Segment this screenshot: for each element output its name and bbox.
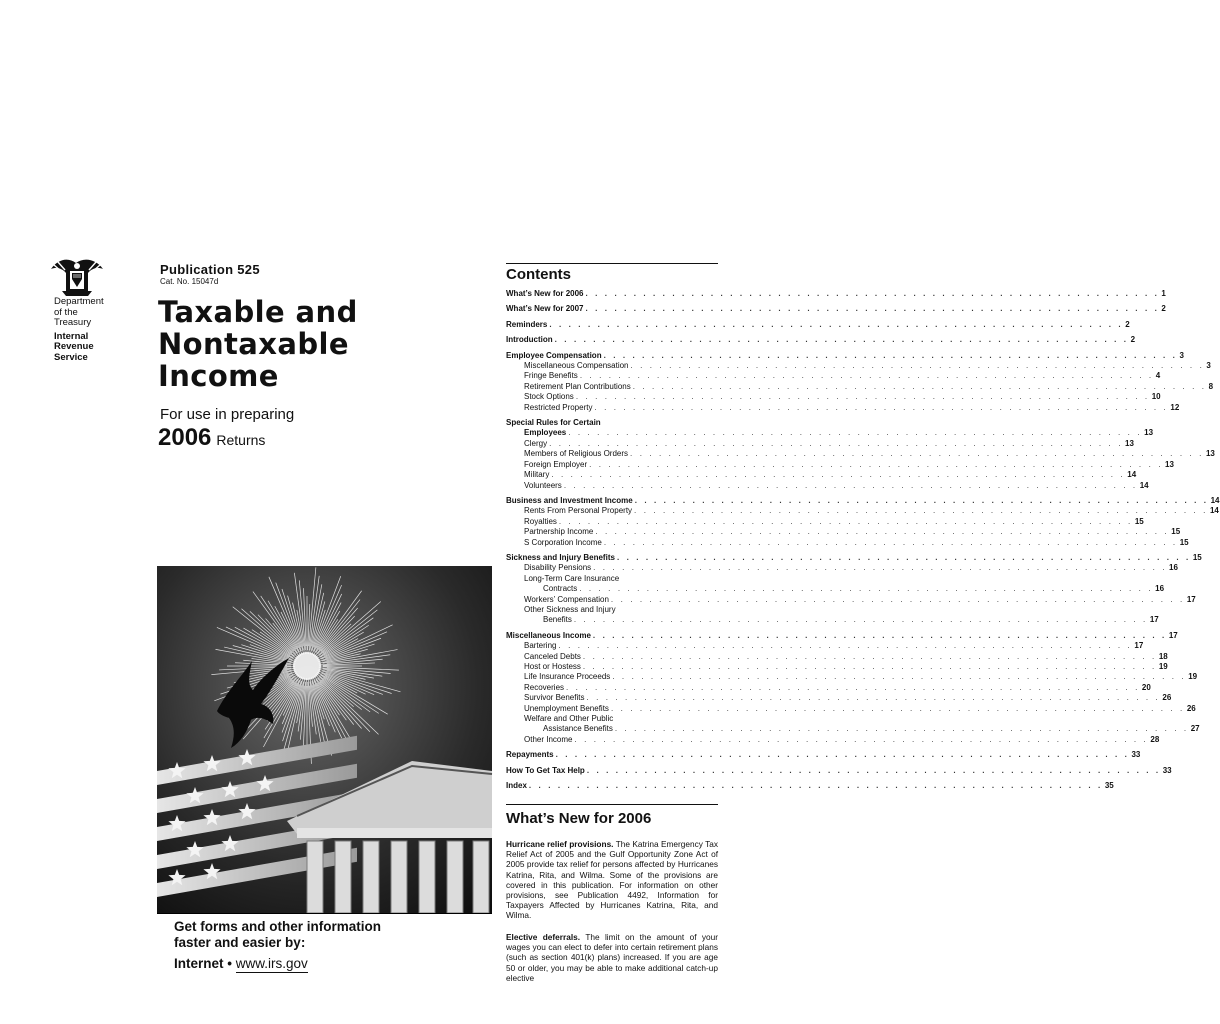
toc-label: Restricted Property [524,402,593,412]
toc-leader-dots: . . . . . . . . . . . . . . . . . . . . . . . . . . . . . . . . . . . . . . . . . . . . . . . . . . . . . . . . . . . . [586,765,1161,775]
toc-label: Long-Term Care Insurance [524,573,620,583]
toc-entry[interactable] [506,527,1181,537]
toc-leader-dots: . . . . . . . . . . . . . . . . . . . . . . . . . . . . . . . . . . . . . . . . . . . . . . . . . . . . . . . . . . . . [634,506,1208,516]
internet-line [174,955,308,973]
toc-leader-dots: . . . . . . . . . . . . . . . . . . . . . . . . . . . . . . . . . . . . . . . . . . . . . . . . . . . . . . . . . . . . [574,734,1149,744]
toc-leader-dots: . . . . . . . . . . . . . . . . . . . . . . . . . . . . . . . . . . . . . . . . . . . . . . . . . . . . . . . . . . . . [579,584,1154,594]
forms-heading [174,919,381,951]
toc-label: Clergy [524,438,548,448]
catalog-number: Cat. No. 15047d [160,277,219,286]
hurricane-relief-paragraph [506,839,718,921]
toc-label: Retirement Plan Contributions [524,381,631,391]
toc-page-number: 19 [1158,662,1168,671]
contents-heading: Contents [506,266,571,283]
title-line: Nontaxable [158,327,349,361]
toc-page-number: 20 [1141,682,1151,692]
toc-label: Host or Hostess [524,662,581,671]
toc-label: Royalties [524,516,557,526]
toc-page-number: 1 [1161,289,1166,298]
toc-label: Survivor Benefits [524,693,585,703]
toc-label: Benefits [543,615,572,625]
toc-entry[interactable] [506,459,1174,470]
toc-entry[interactable] [506,630,1178,641]
toc-leader-dots: . . . . . . . . . . . . . . . . . . . . . . . . . . . . . . . . . . . . . . . . . . . . . . . . . . . . . . . . . . . . [610,703,1185,713]
toc-leader-dots: . . . . . . . . . . . . . . . . . . . . . . . . . . . . . . . . . . . . . . . . . . . . . . . . . . . . . . . . . . . . [586,693,1161,703]
hurricane-text: The Katrina Emergency Tax Relief Act of 2005 and the Gulf Opportunity Zone Act of 2005 provide tax relief for persons affected by Hurricanes Katrina, Rita, and Wilma. Some of the provisions are covered in this publication. For information on other provisions, see Publication 4492, Information for Taxpayers Affected by Hurricanes Katrina, Rita, and Wilma. [506,839,718,921]
toc-entry[interactable] [506,392,1161,402]
toc-page-number: 10 [1151,392,1161,402]
toc-label: Members of Religious Orders [524,449,629,459]
toc-label: Special Rules for Certain [506,418,601,428]
toc-entry[interactable] [506,495,1220,506]
toc-label: Miscellaneous Income [506,630,591,640]
toc-page-number: 33 [1131,750,1141,760]
toc-entry[interactable] [506,574,718,584]
forms-info-box [157,913,492,990]
toc-page-number: 14 [1127,470,1137,480]
contents-top-rule [506,263,718,264]
toc-entry[interactable] [506,682,1151,693]
toc-entry[interactable] [506,350,1184,361]
toc-label: Workers’ Compensation [524,594,609,604]
toc-label: Volunteers [524,480,562,490]
toc-page-number: 15 [1179,537,1189,547]
department-line: Department [54,296,104,307]
toc-leader-dots: . . . . . . . . . . . . . . . . . . . . . . . . . . . . . . . . . . . . . . . . . . . . . . . . . . . . . . . . . . . . [585,289,1160,298]
toc-page-number: 15 [1134,516,1144,526]
toc-page-number: 33 [1162,765,1172,775]
toc-entry[interactable] [506,605,718,615]
toc-page-number: 13 [1125,438,1134,448]
toc-entry[interactable] [506,289,1166,299]
toc-label: Contracts [543,584,578,594]
toc-label: Miscellaneous Compensation [524,361,629,371]
toc-entry[interactable] [506,470,1137,480]
toc-label: Life Insurance Proceeds [524,672,611,682]
toc-label: Fringe Benefits [524,371,578,381]
toc-entry[interactable] [506,449,1215,459]
toc-label: Repayments [506,750,554,760]
toc-leader-dots: . . . . . . . . . . . . . . . . . . . . . . . . . . . . . . . . . . . . . . . . . . . . . . . . . . . . . . . . . . . . [555,750,1130,760]
toc-entry[interactable] [506,381,1214,392]
cover-photo [157,566,492,913]
toc-label: S Corporation Income [524,537,602,547]
toc-page-number: 13 [1205,449,1215,459]
toc-leader-dots: . . . . . . . . . . . . . . . . . . . . . . . . . . . . . . . . . . . . . . . . . . . . . . . . . . . . . . . . . . . . [594,402,1169,412]
internet-label: Internet [174,956,224,971]
elective-lead: Elective deferrals. [506,932,581,942]
toc-page-number: 35 [1104,781,1114,791]
table-of-contents [506,289,1220,791]
toc-page-number: 8 [1208,381,1214,391]
service-line: Revenue [54,341,94,352]
hurricane-lead: Hurricane relief provisions. [506,839,614,849]
irs-website-link[interactable]: www.irs.gov [235,956,308,971]
toc-page-number: 14 [1209,506,1219,516]
toc-leader-dots: . . . . . . . . . . . . . . . . . . . . . . . . . . . . . . . . . . . . . . . . . . . . . . . . . . . . . . . . . . . . [549,319,1124,329]
toc-label: Disability Pensions [524,563,592,573]
toc-entry[interactable] [506,672,1198,682]
toc-label: Welfare and Other Public [524,714,614,724]
toc-page-number: 3 [1206,361,1211,371]
toc-entry[interactable] [506,641,1144,651]
toc-entry[interactable] [506,516,1144,527]
toc-leader-dots: . . . . . . . . . . . . . . . . . . . . . . . . . . . . . . . . . . . . . . . . . . . . . . . . . . . . . . . . . . . . [573,615,1148,625]
publication-number: Publication 525 [160,262,260,277]
toc-page-number: 14 [1210,495,1220,505]
toc-entry[interactable] [506,428,1154,438]
toc-entry[interactable] [506,765,1172,776]
toc-label: Bartering [524,641,557,651]
toc-entry[interactable] [506,734,1160,745]
service-line: Service [54,351,88,363]
toc-page-number: 17 [1168,630,1178,640]
toc-leader-dots: . . . . . . . . . . . . . . . . . . . . . . . . . . . . . . . . . . . . . . . . . . . . . . . . . . . . . . . . . . . . [603,537,1178,547]
toc-page-number: 14 [1139,480,1149,490]
toc-entry[interactable] [506,703,1196,714]
toc-label: Stock Options [524,392,574,402]
toc-label: Partnership Income [524,527,594,537]
toc-entry[interactable] [506,651,1168,662]
elective-deferrals-paragraph [506,932,718,983]
toc-label: What’s New for 2006 [506,289,584,298]
toc-label: What’s New for 2007 [506,304,584,314]
toc-leader-dots: . . . . . . . . . . . . . . . . . . . . . . . . . . . . . . . . . . . . . . . . . . . . . . . . . . . . . . . . . . . . [582,662,1157,671]
forms-line: faster and easier by: [174,935,306,950]
toc-label: Other Income [524,734,573,744]
toc-page-number: 16 [1169,563,1178,573]
toc-leader-dots: . . . . . . . . . . . . . . . . . . . . . . . . . . . . . . . . . . . . . . . . . . . . . . . . . . . . . . . . . . . . [603,350,1178,360]
toc-label: Reminders [506,319,548,329]
agency-block [54,297,134,363]
toc-entry[interactable] [506,438,1134,449]
whats-new-rule [506,804,718,805]
toc-leader-dots: . . . . . . . . . . . . . . . . . . . . . . . . . . . . . . . . . . . . . . . . . . . . . . . . . . . . . . . . . . . . [582,651,1157,661]
toc-leader-dots: . . . . . . . . . . . . . . . . . . . . . . . . . . . . . . . . . . . . . . . . . . . . . . . . . . . . . . . . . . . . [616,552,1191,562]
toc-label: Other Sickness and Injury [524,604,616,614]
toc-leader-dots: . . . . . . . . . . . . . . . . . . . . . . . . . . . . . . . . . . . . . . . . . . . . . . . . . . . . . . . . . . . . [551,470,1126,480]
toc-entry[interactable] [506,563,1178,573]
toc-page-number: 17 [1134,641,1144,651]
toc-leader-dots: . . . . . . . . . . . . . . . . . . . . . . . . . . . . . . . . . . . . . . . . . . . . . . . . . . . . . . . . . . . . [549,438,1124,448]
toc-entry[interactable] [506,361,1211,371]
toc-entry[interactable] [506,693,1172,703]
toc-label: Employees [524,428,567,438]
toc-leader-dots: . . . . . . . . . . . . . . . . . . . . . . . . . . . . . . . . . . . . . . . . . . . . . . . . . . . . . . . . . . . . [610,594,1185,604]
toc-leader-dots: . . . . . . . . . . . . . . . . . . . . . . . . . . . . . . . . . . . . . . . . . . . . . . . . . . . . . . . . . . . . [558,641,1133,651]
toc-entry[interactable] [506,615,1159,625]
toc-leader-dots: . . . . . . . . . . . . . . . . . . . . . . . . . . . . . . . . . . . . . . . . . . . . . . . . . . . . . . . . . . . . [554,335,1129,345]
toc-page-number: 2 [1161,304,1166,314]
toc-page-number: 15 [1192,552,1202,562]
toc-leader-dots: . . . . . . . . . . . . . . . . . . . . . . . . . . . . . . . . . . . . . . . . . . . . . . . . . . . . . . . . . . . . [579,371,1154,381]
toc-entry[interactable] [506,480,1149,491]
toc-page-number: 3 [1179,350,1184,360]
toc-leader-dots: . . . . . . . . . . . . . . . . . . . . . . . . . . . . . . . . . . . . . . . . . . . . . . . . . . . . . . . . . . . . [593,563,1168,573]
toc-entry[interactable] [506,584,1165,594]
toc-leader-dots: . . . . . . . . . . . . . . . . . . . . . . . . . . . . . . . . . . . . . . . . . . . . . . . . . . . . . . . . . . . . [528,781,1103,791]
toc-leader-dots: . . . . . . . . . . . . . . . . . . . . . . . . . . . . . . . . . . . . . . . . . . . . . . . . . . . . . . . . . . . . [595,527,1170,537]
department-line: of the [54,306,78,318]
toc-entry[interactable] [506,537,1189,548]
toc-label: Assistance Benefits [543,724,613,734]
toc-entry[interactable] [506,750,1141,760]
toc-entry[interactable] [506,552,1202,563]
irs-eagle-logo [48,255,106,297]
toc-page-number: 2 [1125,319,1130,329]
toc-entry[interactable] [506,662,1168,672]
toc-entry[interactable] [506,594,1196,605]
toc-label: Introduction [506,335,553,345]
toc-leader-dots: . . . . . . . . . . . . . . . . . . . . . . . . . . . . . . . . . . . . . . . . . . . . . . . . . . . . . . . . . . . . [563,480,1138,490]
service-line: Internal [54,330,89,342]
toc-label: Sickness and Injury Benefits [506,552,615,562]
toc-leader-dots: . . . . . . . . . . . . . . . . . . . . . . . . . . . . . . . . . . . . . . . . . . . . . . . . . . . . . . . . . . . . [568,428,1143,438]
firework-core [293,652,321,680]
toc-page-number: 15 [1171,527,1181,537]
toc-page-number: 19 [1188,672,1198,682]
toc-page-number: 17 [1186,594,1196,604]
toc-label: Canceled Debts [524,651,581,661]
toc-leader-dots: . . . . . . . . . . . . . . . . . . . . . . . . . . . . . . . . . . . . . . . . . . . . . . . . . . . . . . . . . . . . [566,682,1140,692]
title-line: Taxable and [158,295,358,329]
title-line: Income [158,359,279,393]
publication-title [158,296,358,392]
toc-entry[interactable] [506,304,1166,314]
toc-entry[interactable] [506,781,1114,791]
toc-leader-dots: . . . . . . . . . . . . . . . . . . . . . . . . . . . . . . . . . . . . . . . . . . . . . . . . . . . . . . . . . . . . [589,459,1164,469]
toc-page-number: 13 [1165,459,1174,469]
toc-label: How To Get Tax Help [506,765,585,775]
toc-entry[interactable] [506,371,1161,381]
toc-label: Foreign Employer [524,459,588,469]
toc-leader-dots: . . . . . . . . . . . . . . . . . . . . . . . . . . . . . . . . . . . . . . . . . . . . . . . . . . . . . . . . . . . . [575,392,1150,402]
toc-entry[interactable] [506,418,718,428]
toc-label: Employee Compensation [506,350,602,360]
toc-leader-dots: . . . . . . . . . . . . . . . . . . . . . . . . . . . . . . . . . . . . . . . . . . . . . . . . . . . . . . . . . . . . [632,381,1207,391]
toc-leader-dots: . . . . . . . . . . . . . . . . . . . . . . . . . . . . . . . . . . . . . . . . . . . . . . . . . . . . . . . . . . . . [630,361,1205,371]
tax-year [158,424,265,452]
bullet: • [227,956,233,971]
for-use-text: For use in preparing [160,406,295,423]
forms-line: Get forms and other information [174,919,382,934]
toc-entry[interactable] [506,335,1136,345]
toc-leader-dots: . . . . . . . . . . . . . . . . . . . . . . . . . . . . . . . . . . . . . . . . . . . . . . . . . . . . . . . . . . . . [614,724,1189,734]
toc-page-number: 28 [1150,734,1160,744]
toc-label: Recoveries [524,682,565,692]
toc-leader-dots: . . . . . . . . . . . . . . . . . . . . . . . . . . . . . . . . . . . . . . . . . . . . . . . . . . . . . . . . . . . . [612,672,1187,682]
toc-page-number: 13 [1144,428,1154,438]
toc-entry[interactable] [506,506,1219,516]
toc-entry[interactable] [506,402,1180,413]
toc-entry[interactable] [506,724,1200,734]
toc-page-number: 12 [1170,402,1180,412]
toc-page-number: 27 [1190,724,1200,734]
toc-page-number: 2 [1130,335,1136,345]
toc-leader-dots: . . . . . . . . . . . . . . . . . . . . . . . . . . . . . . . . . . . . . . . . . . . . . . . . . . . . . . . . . . . . [592,630,1167,640]
toc-leader-dots: . . . . . . . . . . . . . . . . . . . . . . . . . . . . . . . . . . . . . . . . . . . . . . . . . . . . . . . . . . . . [558,516,1133,526]
toc-page-number: 16 [1155,584,1165,594]
whats-new-heading: What’s New for 2006 [506,810,652,827]
toc-label: Rents From Personal Property [524,506,633,516]
toc-entry[interactable] [506,319,1130,330]
toc-page-number: 17 [1149,615,1159,625]
elective-text: The limit on the amount of your wages you can elect to defer into certain retirement plans (such as section 401(k) plans) increased. If you are age 50 or older, you may be able to make additional catch-up elective [506,932,719,983]
year-number: 2006 [158,424,212,451]
toc-page-number: 4 [1155,371,1161,381]
toc-entry[interactable] [506,714,718,724]
toc-page-number: 18 [1158,651,1168,661]
toc-leader-dots: . . . . . . . . . . . . . . . . . . . . . . . . . . . . . . . . . . . . . . . . . . . . . . . . . . . . . . . . . . . . [630,449,1204,459]
returns-label: Returns [216,432,266,448]
toc-leader-dots: . . . . . . . . . . . . . . . . . . . . . . . . . . . . . . . . . . . . . . . . . . . . . . . . . . . . . . . . . . . . [585,304,1160,314]
toc-label: Military [524,470,550,480]
toc-label: Index [506,781,527,791]
toc-label: Business and Investment Income [506,495,633,505]
toc-leader-dots: . . . . . . . . . . . . . . . . . . . . . . . . . . . . . . . . . . . . . . . . . . . . . . . . . . . . . . . . . . . . [634,495,1209,505]
department-line: Treasury [54,317,92,328]
toc-label: Unemployment Benefits [524,703,609,713]
toc-page-number: 26 [1186,703,1196,713]
toc-page-number: 26 [1162,693,1172,703]
